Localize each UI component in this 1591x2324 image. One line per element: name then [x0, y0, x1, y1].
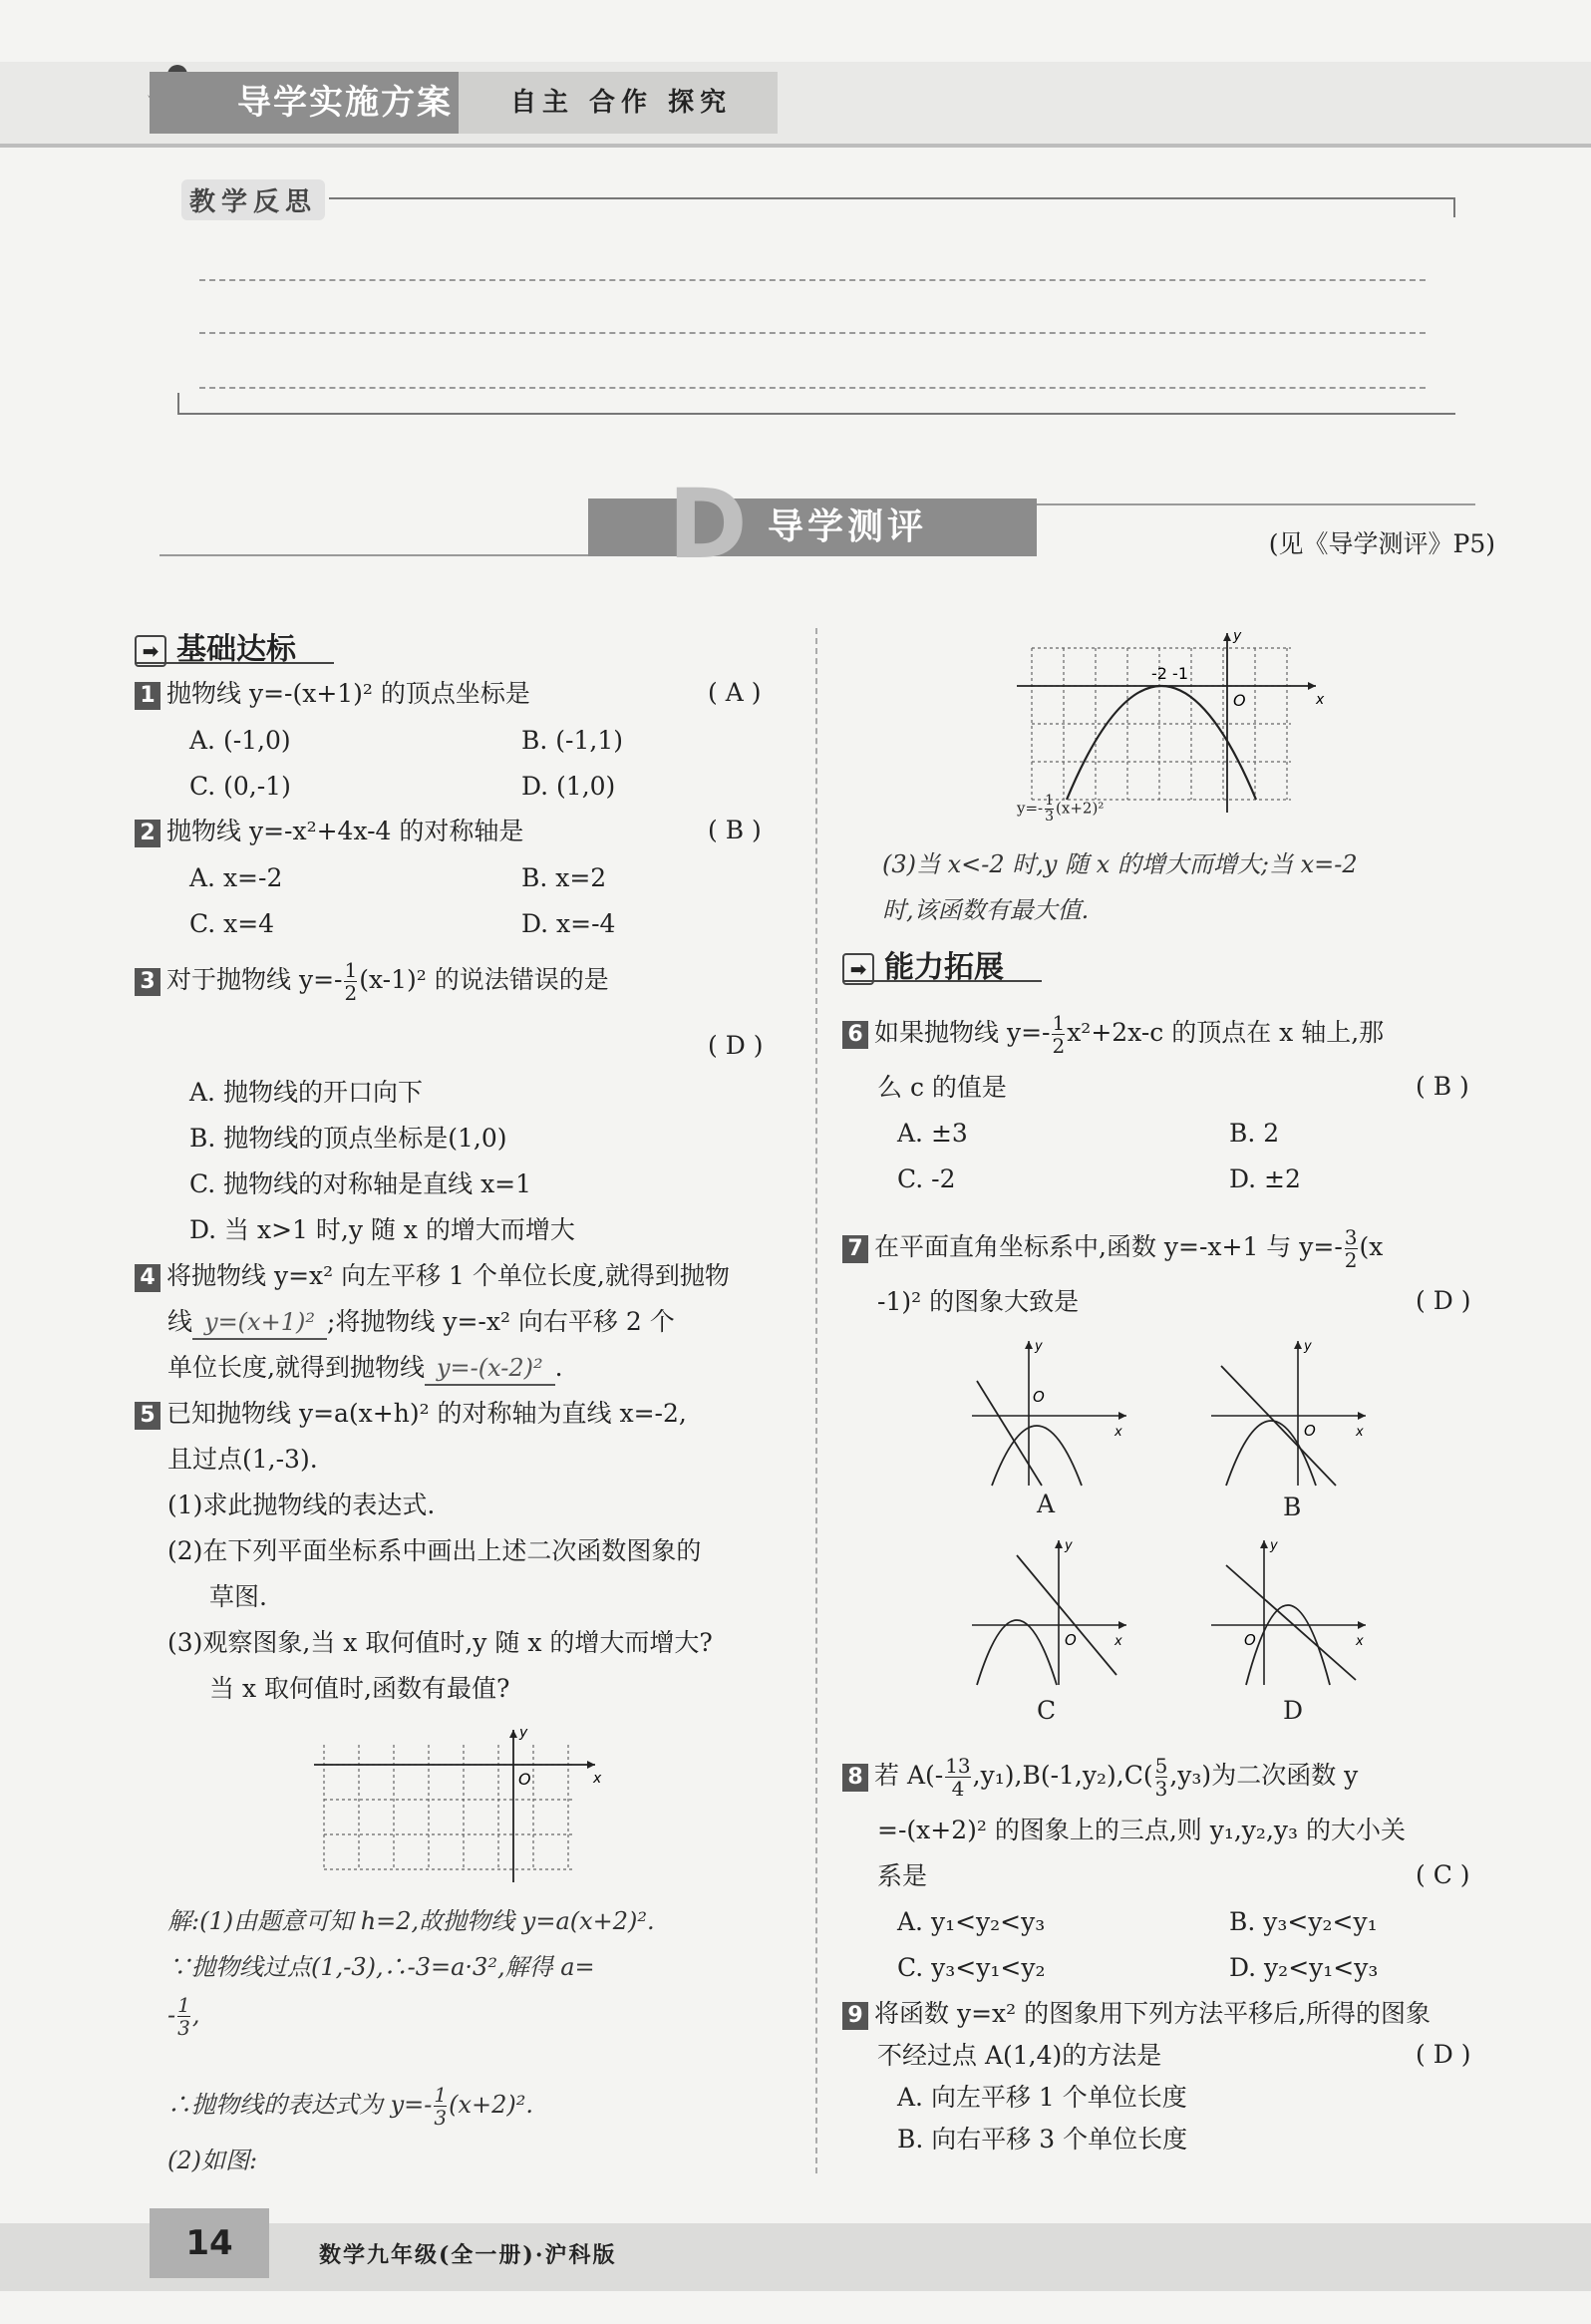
reflection-bottom-line	[177, 413, 1455, 415]
q8-option-b: B. y₃<y₂<y₁	[1229, 1907, 1378, 1936]
q6-option-d: D. ±2	[1229, 1164, 1301, 1193]
section-letter: D	[668, 469, 748, 580]
q7-c-parabola	[977, 1620, 1057, 1685]
q1-number: 1	[135, 682, 160, 710]
q5-solution-4-post: (x+2)².	[449, 2091, 534, 2119]
q5-solution-4	[167, 2084, 533, 2129]
q1-stem	[135, 678, 530, 710]
q3-fraction-den: 2	[344, 981, 358, 1005]
q3-text-pre: 对于抛物线 y=-	[166, 965, 343, 994]
q6-line2: 么 c 的值是	[877, 1073, 1007, 1102]
q7-graph-c	[967, 1535, 1136, 1705]
q7-graph-a	[967, 1336, 1136, 1505]
arrow-icon: ➡	[135, 635, 166, 667]
q8-fraction-2-num: 5	[1154, 1754, 1168, 1778]
q4-line3	[167, 1352, 563, 1386]
q5-part3-line2: 当 x 取何值时,函数有最值?	[209, 1674, 510, 1703]
q8-fraction-2	[1155, 1755, 1168, 1800]
q8-fraction-1-num: 13	[945, 1754, 971, 1778]
q8-answer: ( C )	[1416, 1860, 1470, 1889]
q5-part3-line1: (3)观察图象,当 x 取何值时,y 随 x 的增大而增大?	[167, 1628, 713, 1657]
q6-option-a: A. ±3	[897, 1119, 968, 1148]
q6-fraction-den: 2	[1052, 1034, 1066, 1058]
q1-option-b: B. (-1,1)	[521, 726, 623, 755]
section-line-right	[1037, 503, 1475, 505]
q1-option-c: C. (0,-1)	[189, 772, 291, 801]
q7-a-x-label: x	[1114, 1425, 1122, 1440]
reflection-corner	[177, 393, 179, 413]
q5-part2-line2: 草图.	[209, 1582, 267, 1611]
basic-heading-text: 基础达标	[176, 632, 296, 667]
q5-text-1: 已知抛物线 y=a(x+h)² 的对称轴为直线 x=-2,	[166, 1399, 687, 1428]
q3-option-a: A. 抛物线的开口向下	[189, 1078, 423, 1107]
q7-label-b: B	[1283, 1493, 1302, 1521]
q5-solution-4-num: 1	[434, 2083, 448, 2107]
q7-text-post: (x	[1359, 1232, 1384, 1261]
q4-number: 4	[135, 1264, 160, 1292]
column-divider	[815, 628, 817, 2173]
graph-label-fraction	[1045, 794, 1054, 825]
graph-label-den: 3	[1045, 809, 1055, 825]
graph-x-label: x	[1316, 692, 1325, 708]
writing-line	[199, 279, 1426, 281]
q5-line1	[135, 1398, 687, 1430]
q7-graph-b	[1206, 1336, 1376, 1505]
q5-solution-4-pre: ∴抛物线的表达式为 y=-	[167, 2091, 433, 2119]
solution-part3-line2: 时,该函数有最大值.	[882, 896, 1090, 924]
reflection-corner	[1453, 197, 1455, 217]
q9-option-a: A. 向左平移 1 个单位长度	[897, 2083, 1187, 2112]
q7-text-pre: 在平面直角坐标系中,函数 y=-x+1 与 y=-	[874, 1232, 1343, 1261]
q3-fraction	[344, 959, 357, 1004]
q7-label-a: A	[1037, 1490, 1056, 1518]
q7-fraction-den: 2	[1344, 1248, 1358, 1272]
book-title: 数学九年级(全一册)·沪科版	[319, 2242, 617, 2268]
q7-b-parabola	[1226, 1421, 1316, 1486]
q2-number: 2	[135, 820, 160, 847]
q5-solution-4-fraction	[434, 2084, 447, 2129]
q8-fraction-2-den: 3	[1154, 1777, 1168, 1801]
q6-option-c: C. -2	[897, 1164, 956, 1193]
header-title: 导学实施方案	[150, 72, 459, 134]
q4-line2	[167, 1306, 675, 1340]
grid-x-label: x	[593, 1771, 602, 1787]
q3-option-b: B. 抛物线的顶点坐标是(1,0)	[189, 1124, 507, 1153]
q5-solution-3-post: ,	[191, 2001, 200, 2029]
heading-underline	[842, 980, 1042, 982]
graph-label-post: (x+2)²	[1056, 799, 1105, 818]
graph-label-pre: y=-	[1017, 799, 1044, 818]
q3-option-c: C. 抛物线的对称轴是直线 x=1	[189, 1169, 532, 1198]
q7-b-line	[1221, 1366, 1336, 1486]
q8-fraction-1	[945, 1755, 970, 1800]
q5-solution-3-pre: -	[167, 2001, 176, 2029]
q7-d-x-label: x	[1356, 1634, 1364, 1649]
q1-option-a: A. (-1,0)	[189, 726, 291, 755]
q7-c-y-label: y	[1065, 1538, 1073, 1553]
q7-line2: -1)² 的图象大致是	[877, 1287, 1080, 1316]
q5-blank-grid	[314, 1725, 603, 1884]
section-reference: (见《导学测评》P5)	[1268, 529, 1495, 558]
q6-fraction-num: 1	[1052, 1011, 1066, 1035]
q7-graph-d	[1206, 1535, 1376, 1705]
q8-text-post: ,y₃)为二次函数 y	[1169, 1761, 1359, 1790]
q4-line1	[135, 1260, 730, 1292]
section-title: 导学测评	[588, 498, 1037, 556]
q9-line1	[842, 1998, 1431, 2030]
reflection-label: 教学反思	[181, 179, 325, 220]
reflection-top-line	[329, 197, 1455, 199]
q4-answer-blank-1: y=(x+1)²	[192, 1307, 327, 1340]
q6-fraction	[1052, 1012, 1065, 1057]
q4-text-3a: 单位长度,就得到抛物线	[167, 1353, 425, 1382]
graph-tick-labels: -2 -1	[1151, 664, 1188, 683]
q5-solution-3	[167, 1994, 199, 2039]
q9-line2: 不经过点 A(1,4)的方法是	[877, 2041, 1162, 2070]
q9-number: 9	[842, 2002, 868, 2030]
q5-solution-5: (2)如图:	[167, 2147, 258, 2174]
q4-text-1: 将抛物线 y=x² 向左平移 1 个单位长度,就得到抛物	[166, 1261, 730, 1290]
q2-option-c: C. x=4	[189, 909, 275, 938]
solution-part3-line1: (3)当 x<-2 时,y 随 x 的增大而增大;当 x=-2	[882, 850, 1358, 878]
q7-c-x-label: x	[1114, 1634, 1122, 1649]
q2-option-b: B. x=2	[521, 863, 607, 892]
q1-answer: ( A )	[708, 678, 762, 707]
q7-number: 7	[842, 1235, 868, 1263]
q7-a-y-label: y	[1035, 1339, 1043, 1354]
q7-b-origin: O	[1304, 1422, 1316, 1440]
q7-d-line	[1226, 1565, 1356, 1680]
extension-heading-text: 能力拓展	[884, 950, 1004, 985]
q3-stem	[135, 959, 609, 1004]
q7-b-y-label: y	[1304, 1339, 1312, 1354]
q5-line2: 且过点(1,-3).	[167, 1445, 318, 1474]
q7-b-x-label: x	[1356, 1425, 1364, 1440]
q5-part2-line1: (2)在下列平面坐标系中画出上述二次函数图象的	[167, 1536, 702, 1565]
grid-origin-label: O	[518, 1770, 531, 1789]
q7-fraction-num: 3	[1344, 1225, 1358, 1249]
q6-option-b: B. 2	[1229, 1119, 1280, 1148]
q5-solution-2: ∵抛物线过点(1,-3),∴-3=a·3²,解得 a=	[167, 1953, 595, 1981]
writing-line	[199, 332, 1426, 334]
q6-text-pre: 如果抛物线 y=-	[874, 1018, 1051, 1047]
q5-solution-4-den: 3	[434, 2106, 448, 2130]
q6-text-post: x²+2x-c 的顶点在 x 轴上,那	[1067, 1018, 1385, 1047]
q7-label-d: D	[1283, 1696, 1304, 1725]
q7-line1	[842, 1226, 1383, 1271]
q1-text: 抛物线 y=-(x+1)² 的顶点坐标是	[166, 679, 530, 708]
q8-fraction-1-den: 4	[945, 1777, 970, 1800]
q6-line1	[842, 1012, 1384, 1057]
q4-text-3b: .	[554, 1353, 563, 1382]
q4-text-2b: ;将抛物线 y=-x² 向右平移 2 个	[326, 1307, 675, 1336]
q5-solution-3-fraction	[177, 1994, 190, 2039]
q5-part1: (1)求此抛物线的表达式.	[167, 1491, 436, 1519]
grid-y-label: y	[519, 1725, 528, 1741]
q7-answer: ( D )	[1416, 1286, 1471, 1315]
q7-fraction	[1345, 1226, 1358, 1271]
q8-text-mid: ,y₁),B(-1,y₂),C(	[972, 1761, 1153, 1790]
q5-solution-3-den: 3	[177, 2016, 190, 2040]
q6-number: 6	[842, 1021, 868, 1049]
q2-stem	[135, 816, 523, 847]
q7-d-origin: O	[1244, 1631, 1256, 1649]
writing-line	[199, 387, 1426, 389]
heading-underline	[135, 662, 334, 664]
q8-line1	[842, 1755, 1358, 1800]
page-number: 14	[150, 2208, 269, 2278]
graph-y-label: y	[1233, 628, 1242, 644]
q8-line3: 系是	[877, 1861, 928, 1890]
q9-option-b: B. 向右平移 3 个单位长度	[897, 2125, 1188, 2154]
q3-option-d: D. 当 x>1 时,y 随 x 的增大而增大	[189, 1215, 575, 1244]
graph-equation-label	[1017, 794, 1104, 825]
q7-d-y-label: y	[1270, 1538, 1278, 1553]
q8-option-a: A. y₁<y₂<y₃	[897, 1907, 1046, 1936]
q2-answer: ( B )	[708, 816, 762, 844]
q8-line2: =-(x+2)² 的图象上的三点,则 y₁,y₂,y₃ 的大小关	[877, 1816, 1406, 1844]
q2-text: 抛物线 y=-x²+4x-4 的对称轴是	[166, 817, 524, 845]
q4-answer-blank-2: y=-(x-2)²	[425, 1353, 555, 1386]
q8-text-pre: 若 A(-	[874, 1761, 944, 1790]
q8-option-d: D. y₂<y₁<y₃	[1229, 1953, 1379, 1982]
graph-label-num: 1	[1045, 793, 1055, 809]
q7-d-parabola	[1246, 1605, 1330, 1685]
q3-fraction-num: 1	[344, 958, 358, 982]
q2-option-a: A. x=-2	[189, 863, 283, 892]
q3-text-post: (x-1)² 的说法错误的是	[359, 965, 609, 994]
q3-number: 3	[135, 968, 160, 996]
section-line-left	[159, 554, 598, 556]
q9-answer: ( D )	[1416, 2040, 1471, 2069]
q7-c-origin: O	[1065, 1631, 1077, 1649]
q3-answer: ( D )	[708, 1031, 764, 1060]
q7-a-origin: O	[1033, 1388, 1045, 1406]
arrow-icon: ➡	[842, 953, 874, 985]
header-tags: 自主 合作 探究	[459, 72, 778, 134]
q2-option-d: D. x=-4	[521, 909, 616, 938]
q8-option-c: C. y₃<y₁<y₂	[897, 1953, 1046, 1982]
q5-solution-3-num: 1	[177, 1993, 190, 2017]
q7-label-c: C	[1037, 1696, 1057, 1725]
q6-answer: ( B )	[1416, 1072, 1469, 1101]
q5-number: 5	[135, 1402, 160, 1430]
q9-text-1: 将函数 y=x² 的图象用下列方法平移后,所得的图象	[874, 1999, 1432, 2028]
graph-origin-label: O	[1233, 691, 1246, 710]
q8-number: 8	[842, 1764, 868, 1792]
q5-solution-1: 解:(1)由题意可知 h=2,故抛物线 y=a(x+2)².	[167, 1907, 655, 1935]
q7-c-line	[1017, 1555, 1116, 1675]
q4-text-2a: 线	[167, 1307, 193, 1336]
q1-option-d: D. (1,0)	[521, 772, 616, 801]
